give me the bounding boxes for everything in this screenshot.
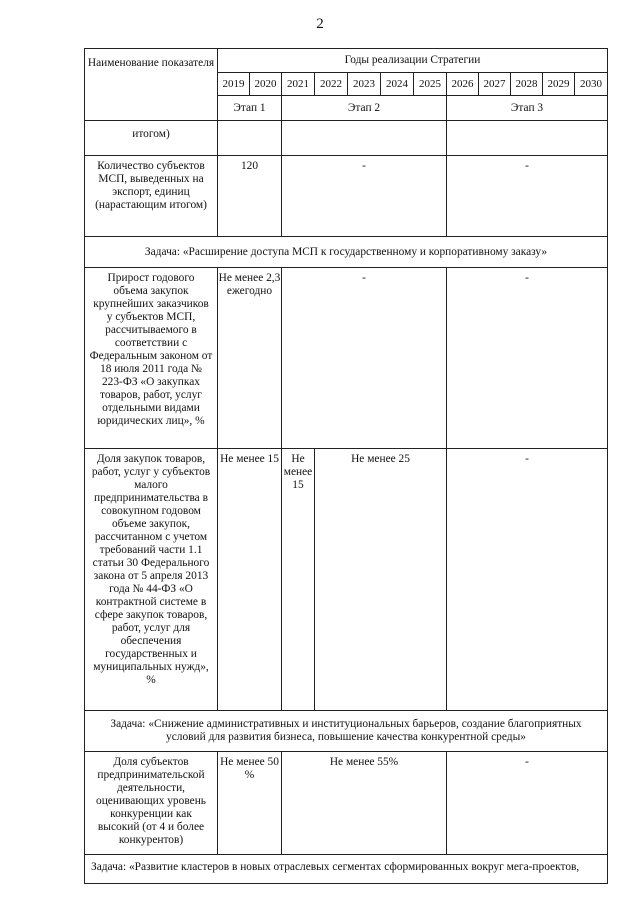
- stage-3-value: -: [447, 268, 608, 449]
- task-row: [85, 237, 608, 268]
- stage-1-header: Этап 1: [218, 96, 282, 121]
- indicator-name: Доля закупок товаров, работ, услуг у субъектов малого предпринимательства в совокупном годовом объеме закупок, рассчитанном с учетом требований части 1.1 статьи 30 Федерального закона от 5 апреля 2013 года № 44-ФЗ «О контрактной системе в сфере закупок товаров, работ, услуг для обеспечения государственных и муниципальных нужд», %: [85, 449, 218, 711]
- table-row: [85, 268, 608, 449]
- stage-2-value: [282, 121, 447, 156]
- year-2021-value: Не менее 15: [282, 449, 315, 711]
- stage-3-value: [447, 121, 608, 156]
- table-row: [85, 121, 608, 156]
- table-row: [85, 752, 608, 855]
- years-2022-2025-value: Не менее 25: [315, 449, 447, 711]
- table-row: [85, 156, 608, 237]
- indicator-name: Количество субъектов МСП, выведенных на экспорт, единиц (нарастающим итогом): [85, 156, 218, 237]
- year-2030: 2030: [575, 73, 608, 96]
- stage-2-value: Не менее 55%: [282, 752, 447, 855]
- stage-2-value: -: [282, 268, 447, 449]
- indicator-name: Доля субъектов предпринимательской деятельности, оценивающих уровень конкуренции как высокий (от 4 и более конкурентов): [85, 752, 218, 855]
- year-2020: 2020: [250, 73, 282, 96]
- year-2027: 2027: [479, 73, 511, 96]
- stage-1-value: Не менее 15: [218, 449, 282, 711]
- stage-1-value: 120: [218, 156, 282, 237]
- indicator-name: итогом): [85, 121, 218, 156]
- stage-1-value: Не менее 2,3 ежегодно: [218, 268, 282, 449]
- year-2022: 2022: [315, 73, 348, 96]
- year-2029: 2029: [543, 73, 575, 96]
- stage-3-header: Этап 3: [447, 96, 608, 121]
- year-2024: 2024: [381, 73, 414, 96]
- year-2023: 2023: [348, 73, 381, 96]
- year-2026: 2026: [447, 73, 479, 96]
- indicator-header: Наименование показателя: [85, 49, 218, 121]
- table-row: [85, 449, 608, 711]
- stage-1-value: [218, 121, 282, 156]
- stage-2-value: -: [282, 156, 447, 237]
- task-title: Задача: «Расширение доступа МСП к государственному и корпоративному заказу»: [85, 237, 608, 268]
- task-title: Задача: «Снижение административных и институциональных барьеров, создание благоприятных условий для развития бизнеса, повышение качества конкурентной среды»: [85, 711, 608, 752]
- years-header: Годы реализации Стратегии: [218, 49, 608, 73]
- year-2021: 2021: [282, 73, 315, 96]
- stage-3-value: -: [447, 449, 608, 711]
- indicator-name: Прирост годового объема закупок крупнейших заказчиков у субъектов МСП, рассчитываемого в соответствии с Федеральным законом от 18 июля 2011 года № 223-ФЗ «О закупках товаров, работ, услуг отдельными видами юридических лиц», %: [85, 268, 218, 449]
- page-number: 2: [316, 16, 324, 32]
- stage-3-value: -: [447, 156, 608, 237]
- task-title: Задача: «Развитие кластеров в новых отраслевых сегментах сформированных вокруг мега-проектов,: [85, 855, 608, 884]
- stage-3-value: -: [447, 752, 608, 855]
- year-2028: 2028: [511, 73, 543, 96]
- task-row: [85, 855, 608, 884]
- stage-2-header: Этап 2: [282, 96, 447, 121]
- strategy-indicators-table: [84, 48, 608, 884]
- task-row: [85, 711, 608, 752]
- stage-1-value: Не менее 50 %: [218, 752, 282, 855]
- year-2019: 2019: [218, 73, 250, 96]
- year-2025: 2025: [414, 73, 447, 96]
